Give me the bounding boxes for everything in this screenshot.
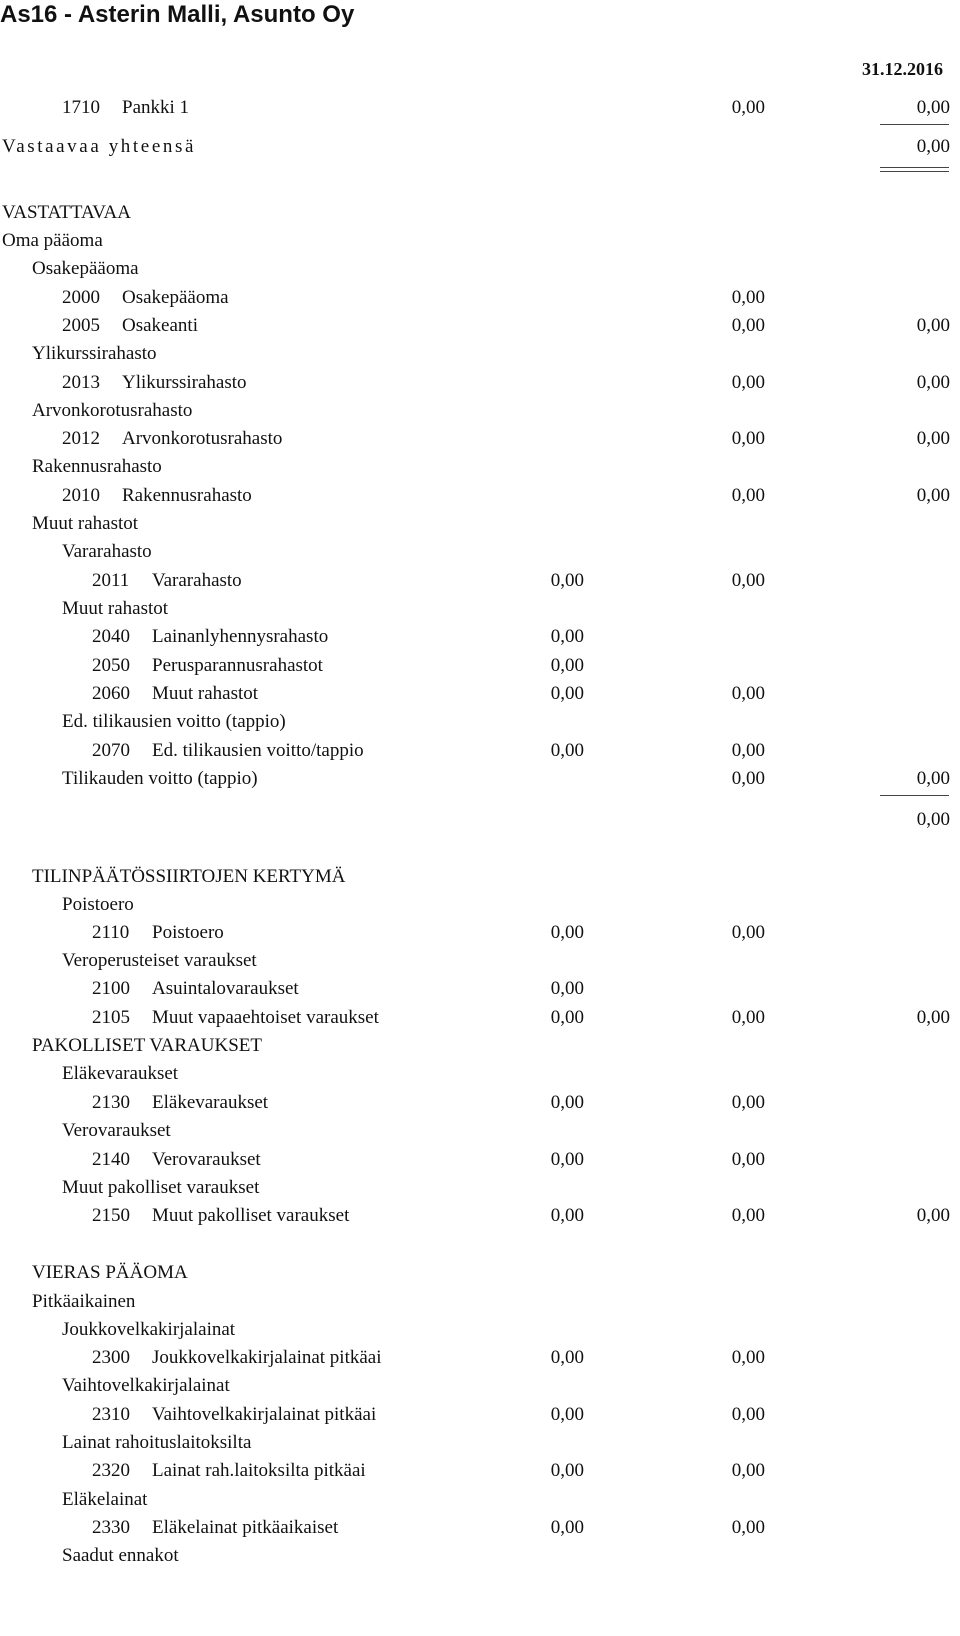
section-heading: [0, 1259, 960, 1287]
amount-cell: 0,00: [550, 1347, 584, 1368]
amount-cell: 0,00: [550, 1460, 584, 1481]
account-name: Vaihtovelkakirjalainat pitkäai: [152, 1404, 377, 1425]
account-code: 2105: [92, 1007, 130, 1028]
amount-cell: 0,00: [731, 570, 765, 591]
section-label: Ed. tilikausien voitto (tappio): [62, 711, 286, 732]
account-name: Perusparannusrahastot: [152, 655, 323, 676]
subtotal-row: [0, 765, 960, 793]
account-name: Joukkovelkakirjalainat pitkäai: [152, 1347, 382, 1368]
account-name: Asuintalovaraukset: [152, 978, 299, 999]
section-heading: [0, 1060, 960, 1088]
account-row: [0, 975, 960, 1003]
section-label: Pitkäaikainen: [32, 1291, 136, 1312]
account-name: Lainanlyhennysrahasto: [152, 626, 329, 647]
section-heading: [0, 1542, 960, 1570]
section-label: Eläkelainat: [62, 1489, 148, 1510]
amount-cell: 0,00: [731, 97, 765, 118]
section-heading: [0, 1288, 960, 1316]
amount-cell: 0,00: [916, 97, 950, 118]
section-label: Muut pakolliset varaukset: [62, 1177, 260, 1198]
section-heading: [0, 1429, 960, 1457]
section-label: Joukkovelkakirjalainat: [62, 1319, 236, 1340]
account-code: 2060: [92, 683, 130, 704]
subtotal-amount: 0,00: [731, 768, 765, 789]
amount-cell: 0,00: [731, 485, 765, 506]
total-label: Vastaavaa yhteensä: [2, 136, 196, 157]
amount-cell: 0,00: [916, 315, 950, 336]
total-amount: 0,00: [916, 136, 950, 157]
amount-cell: 0,00: [916, 1205, 950, 1226]
section-heading: [0, 708, 960, 736]
section-label: Veroperusteiset varaukset: [62, 950, 257, 971]
account-name: Verovaraukset: [152, 1149, 261, 1170]
account-row: [0, 284, 960, 312]
account-row: [0, 680, 960, 708]
amount-cell: 0,00: [731, 287, 765, 308]
section-heading: [0, 1174, 960, 1202]
account-code: 2040: [92, 626, 130, 647]
section-heading: [0, 595, 960, 623]
amount-cell: 0,00: [550, 1149, 584, 1170]
section-heading: [0, 1032, 960, 1060]
account-row: [0, 1004, 960, 1032]
section-heading: [0, 340, 960, 368]
amount-cell: 0,00: [731, 315, 765, 336]
section-label: Eläkevaraukset: [62, 1063, 179, 1084]
account-name: Muut vapaaehtoiset varaukset: [152, 1007, 379, 1028]
section-heading: [0, 947, 960, 975]
account-code: 2012: [62, 428, 100, 449]
account-row: [0, 1344, 960, 1372]
account-row: [0, 737, 960, 765]
account-row: [0, 1457, 960, 1485]
account-code: 2320: [92, 1460, 130, 1481]
amount-cell: 0,00: [731, 1149, 765, 1170]
account-row: [0, 482, 960, 510]
section-label: Saadut ennakot: [62, 1545, 179, 1566]
account-row: [0, 567, 960, 595]
amount-cell: 0,00: [550, 978, 584, 999]
section-heading: [0, 1372, 960, 1400]
total-underline: [880, 795, 949, 796]
amount-cell: 0,00: [731, 1007, 765, 1028]
section-heading: [0, 453, 960, 481]
account-name: Muut pakolliset varaukset: [152, 1205, 350, 1226]
account-name: Muut rahastot: [152, 683, 259, 704]
account-code: 2000: [62, 287, 100, 308]
section-label: Lainat rahoituslaitoksilta: [62, 1432, 252, 1453]
section-label: Vaihtovelkakirjalainat: [62, 1375, 230, 1396]
amount-cell: 0,00: [731, 1092, 765, 1113]
account-row: [0, 425, 960, 453]
account-code: 2300: [92, 1347, 130, 1368]
section-heading: [0, 891, 960, 919]
amount-cell: 0,00: [550, 922, 584, 943]
account-code: 2011: [92, 570, 130, 591]
amount-cell: 0,00: [916, 485, 950, 506]
account-row: [0, 1514, 960, 1542]
section-label: Verovaraukset: [62, 1120, 171, 1141]
account-row: [0, 369, 960, 397]
document-title: As16 - Asterin Malli, Asunto Oy: [0, 1, 355, 28]
account-name: Osakeanti: [122, 315, 198, 336]
account-row: [0, 1146, 960, 1174]
account-name: Rakennusrahasto: [122, 485, 252, 506]
amount-cell: 0,00: [916, 1007, 950, 1028]
amount-cell: 0,00: [731, 683, 765, 704]
subtotal-label: Tilikauden voitto (tappio): [62, 768, 258, 789]
section-label: PAKOLLISET VARAUKSET: [32, 1035, 262, 1056]
account-code: 2150: [92, 1205, 130, 1226]
amount-cell: 0,00: [731, 372, 765, 393]
section-heading: [0, 510, 960, 538]
total-underline: [880, 171, 949, 172]
account-name: Ylikurssirahasto: [122, 372, 247, 393]
account-code: 2330: [92, 1517, 130, 1538]
account-name: Lainat rah.laitoksilta pitkäai: [152, 1460, 366, 1481]
amount-cell: 0,00: [731, 922, 765, 943]
amount-cell: 0,00: [550, 683, 584, 704]
account-row: [0, 312, 960, 340]
account-name: Eläkevaraukset: [152, 1092, 269, 1113]
section-label: Vararahasto: [62, 541, 152, 562]
account-name: Poistoero: [152, 922, 224, 943]
account-name: Osakepääoma: [122, 287, 229, 308]
section-heading: [0, 863, 960, 891]
section-label: VASTATTAVAA: [2, 202, 131, 223]
account-code: 2010: [62, 485, 100, 506]
amount-cell: 0,00: [731, 1347, 765, 1368]
section-heading: [0, 538, 960, 566]
amount-cell: 0,00: [550, 1517, 584, 1538]
section-heading: [0, 397, 960, 425]
amount-cell: 0,00: [550, 1007, 584, 1028]
section-heading: [0, 255, 960, 283]
section-label: Osakepääoma: [32, 258, 139, 279]
account-name: Pankki 1: [122, 97, 190, 118]
total-underline: [880, 167, 949, 168]
section-heading: [0, 1486, 960, 1514]
amount-cell: 0,00: [550, 1404, 584, 1425]
amount-cell: 0,00: [550, 740, 584, 761]
account-row: [0, 1202, 960, 1230]
account-code: 2100: [92, 978, 130, 999]
amount-cell: 0,00: [731, 1517, 765, 1538]
account-row: [0, 623, 960, 651]
account-code: 2110: [92, 922, 130, 943]
account-code: 2310: [92, 1404, 130, 1425]
account-row: [0, 94, 960, 122]
section-heading: [0, 227, 960, 255]
amount-cell: 0,00: [916, 372, 950, 393]
section-label: Ylikurssirahasto: [32, 343, 157, 364]
sum-row: [0, 806, 960, 834]
account-row: [0, 1401, 960, 1429]
sum-amount: 0,00: [916, 809, 950, 830]
account-code: 2140: [92, 1149, 130, 1170]
amount-cell: 0,00: [731, 1460, 765, 1481]
section-heading: [0, 199, 960, 227]
account-name: Vararahasto: [152, 570, 242, 591]
section-label: Muut rahastot: [62, 598, 169, 619]
account-name: Arvonkorotusrahasto: [122, 428, 283, 449]
section-label: VIERAS PÄÄOMA: [32, 1262, 188, 1283]
account-name: Eläkelainat pitkäaikaiset: [152, 1517, 339, 1538]
total-row: [0, 133, 960, 161]
section-label: Arvonkorotusrahasto: [32, 400, 193, 421]
section-label: Muut rahastot: [32, 513, 139, 534]
section-heading: [0, 1117, 960, 1145]
amount-cell: 0,00: [731, 740, 765, 761]
report-date: 31.12.2016: [862, 59, 943, 79]
section-label: Poistoero: [62, 894, 134, 915]
amount-cell: 0,00: [550, 655, 584, 676]
section-label: Rakennusrahasto: [32, 456, 162, 477]
account-code: 2013: [62, 372, 100, 393]
account-code: 2070: [92, 740, 130, 761]
section-label: TILINPÄÄTÖSSIIRTOJEN KERTYMÄ: [32, 866, 346, 887]
amount-cell: 0,00: [731, 1205, 765, 1226]
amount-cell: 0,00: [550, 1205, 584, 1226]
account-code: 2130: [92, 1092, 130, 1113]
account-code: 2050: [92, 655, 130, 676]
amount-cell: 0,00: [731, 1404, 765, 1425]
section-label: Oma pääoma: [2, 230, 103, 251]
amount-cell: 0,00: [550, 626, 584, 647]
amount-cell: 0,00: [550, 570, 584, 591]
account-name: Ed. tilikausien voitto/tappio: [152, 740, 364, 761]
account-row: [0, 1089, 960, 1117]
account-code: 2005: [62, 315, 100, 336]
total-underline: [880, 124, 949, 125]
account-row: [0, 652, 960, 680]
subtotal-amount: 0,00: [916, 768, 950, 789]
amount-cell: 0,00: [731, 428, 765, 449]
section-heading: [0, 1316, 960, 1344]
amount-cell: 0,00: [916, 428, 950, 449]
account-code: 1710: [62, 97, 100, 118]
amount-cell: 0,00: [550, 1092, 584, 1113]
account-row: [0, 919, 960, 947]
